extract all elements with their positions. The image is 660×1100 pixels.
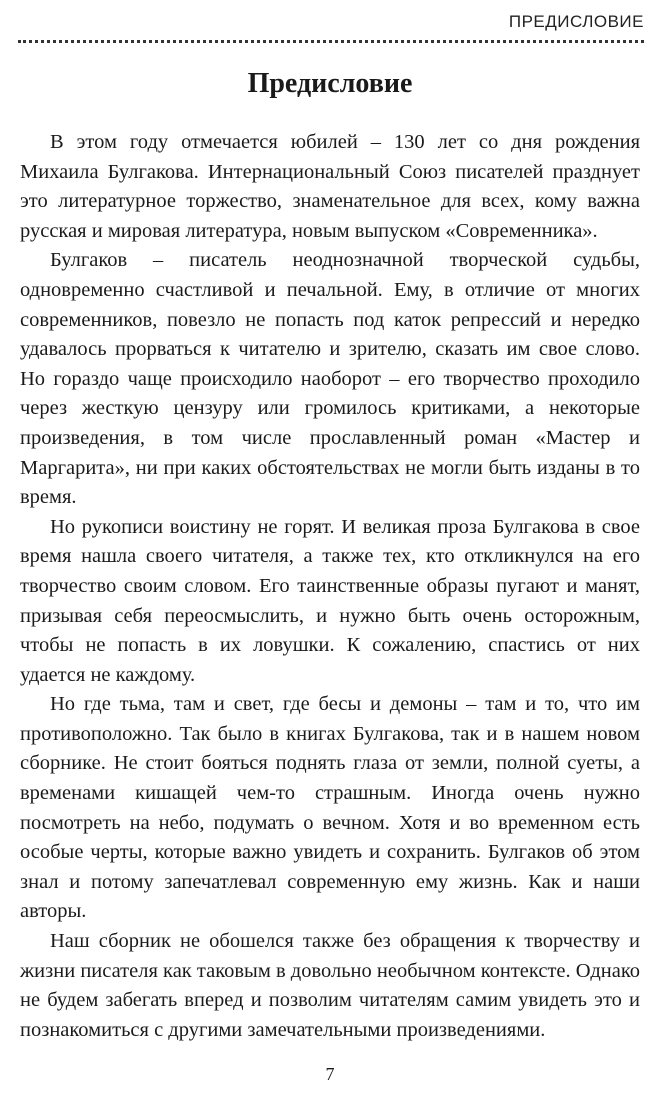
chapter-title: Предисловие xyxy=(247,68,413,99)
body-text xyxy=(20,128,640,1045)
page-number: 7 xyxy=(325,1064,335,1084)
paragraph-4: Но где тьма, там и свет, где бесы и демоны – там и то, что им противоположно. Так было в книгах Булгакова, так и в нашем новом сборнике. Не стоит бояться поднять глаза от земли, полной суеты, а временами кишащей чем-то страшным. Иногда очень нужно посмотреть на небо, подумать о вечном. Хотя и во временном есть особые черты, которые важно увидеть и сохранить. Булгаков об этом знал и потому запечатлевал современную ему жизнь. Как и наши авторы. xyxy=(20,693,640,923)
header-dotted-rule xyxy=(18,40,644,43)
paragraph-3: Но рукописи воистину не горят. И великая проза Булгакова в свое время нашла своего читателя, а также тех, кто откликнулся на его творчество своим словом. Его таинственные образы пугают и манят, призывая себя переосмыслить, и нужно быть очень осторожным, чтобы не попасть в их ловушки. К сожалению, спастись от них удается не каждому. xyxy=(20,515,640,686)
running-header: ПРЕДИСЛОВИЕ xyxy=(508,12,644,31)
paragraph-2: Булгаков – писатель неоднозначной творческой судьбы, одновременно счастливой и печальной. Ему, в отличие от многих современников, повезло не попасть под каток репрессий и нередко удавалось прорваться к читателю и зрителю, сказать им свое слово. Но гораздо чаще происходило наоборот – его творчество проходило через жесткую цензуру или громилось критиками, а некоторые произведения, в том числе прославленный роман «Мастер и Маргарита», ни при каких обстоятельствах не могли быть изданы в то время. xyxy=(20,249,640,509)
paragraph-5: Наш сборник не обошелся также без обращения к творчеству и жизни писателя как таковым в довольно необычном контексте. Однако не будем забегать вперед и позволим читателям самим увидеть это и познакомиться с другими замечательными произведениями. xyxy=(20,930,640,1041)
paragraph-1: В этом году отмечается юбилей – 130 лет со дня рождения Михаила Булгакова. Интернациональный Союз писателей празднует это литературное торжество, знаменательное для всех, кому важна русская и мировая литература, новым выпуском «Современника». xyxy=(20,131,640,242)
